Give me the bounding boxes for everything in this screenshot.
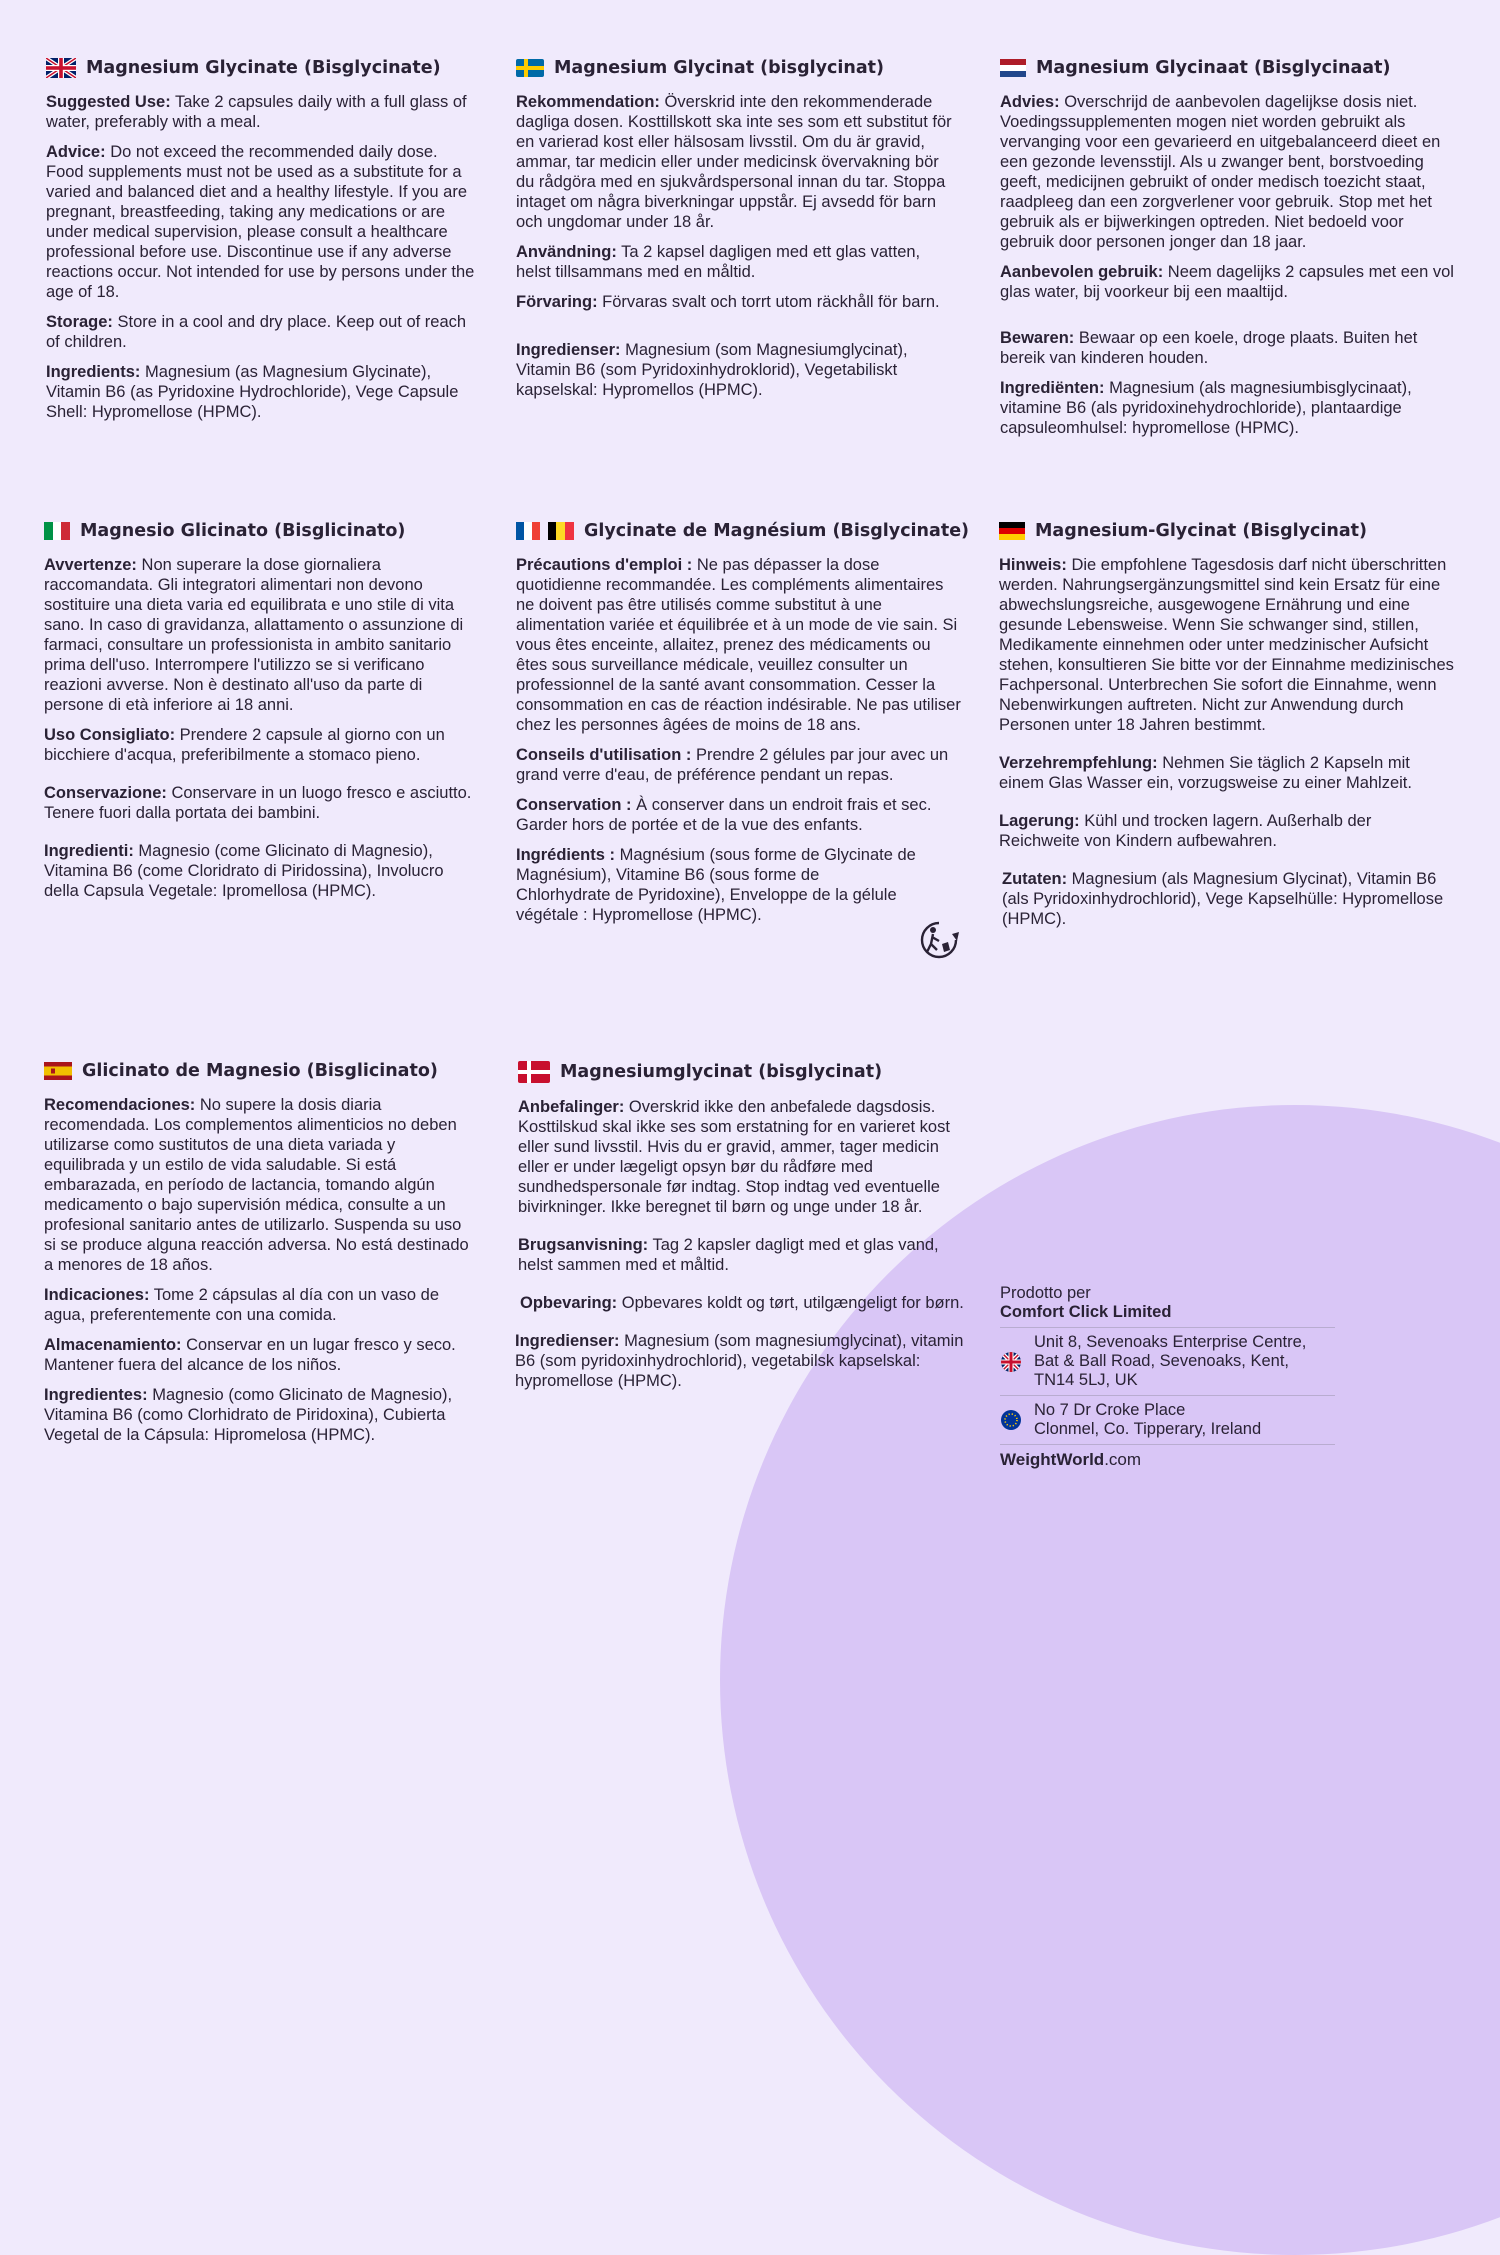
section-heading [999,521,1454,541]
paragraph: Conseils d'utilisation : Prendre 2 gélules par jour avec un grand verre d'eau, de préférence pendant un repas. [516,746,949,784]
paragraph: Ingredienser: Magnesium (som Magnesiumglycinat), Vitamin B6 (som Pyridoxinhydroklorid), Vegetabiliskt kapselskal: Hypromellos (HPMC). [516,341,908,399]
address-line: TN14 5LJ, UK [1034,1371,1138,1389]
paragraph: Lagerung: Kühl und trocken lagern. Außerhalb der Reichweite von Kindern aufbewahren. [999,812,1372,850]
section-french [516,521,970,935]
address-line: No 7 Dr Croke Place [1034,1401,1186,1419]
website-suffix: .com [1104,1450,1142,1469]
section-heading [46,58,476,78]
germany-flag-icon [999,522,1025,540]
uk-flag-icon [46,58,76,78]
section-heading [44,521,474,541]
section-heading [516,521,970,541]
sweden-flag-icon [516,59,544,77]
website [1000,1450,1335,1469]
section-title: Magnesium-Glycinat (Bisglycinat) [1035,521,1368,541]
address-line: Bat & Ball Road, Sevenoaks, Kent, [1034,1352,1289,1370]
paragraph: Ingrédients : Magnésium (sous forme de Glycinate de Magnésium), Vitamine B6 (sous forme de Chlorhydrate de Pyridoxine), Enveloppe de la gélule végétale : Hypromellose (HPMC). [516,846,916,924]
paragraph: Ingrediënten: Magnesium (als magnesiumbisglycinaat), vitamine B6 (als pyridoxinehydrochloride), plantaardige capsuleomhulsel: hypromellose (HPMC). [1000,379,1412,437]
paragraph: Hinweis: Die empfohlene Tagesdosis darf nicht überschritten werden. Nahrungsergänzungsmittel sind kein Ersatz für eine abwechslungsreiche, ausgewogene Ernährung und eine gesunde Lebensweise. Wenn Sie schwanger sind, stillen, Medikamente einnehmen oder unter medzinischer Aufsicht stehen, konsultieren Sie bitte vor der Einnahme medizinisches Fachpersonal. Unterbrechen Sie sofort die Einnahme, wenn Nebenwirkungen auftreten. Nicht zur Anwendung durch Personen unter 18 Jahren bestimmt. [999,556,1454,734]
paragraph: Ingredienser: Magnesium (som magnesiumglycinat), vitamin B6 (som pyridoxinhydrochlorid), vegetabilsk kapselskal: hypromellose (HPMC). [515,1332,964,1390]
paragraph: Användning: Ta 2 kapsel dagligen med ett glas vatten, helst tillsammans med en måltid. [516,243,921,281]
paragraph: Conservazione: Conservare in un luogo fresco e asciutto. Tenere fuori dalla portata dei bambini. [44,784,472,822]
section-english [46,58,476,432]
paragraph: Recomendaciones: No supere la dosis diaria recomendada. Los complementos alimenticios no deben utilizarse como sustitutos de una dieta variada y equilibrada y un estilo de vida saludable. Si está embarazada, en período de lactancia, tomando algún medicamento o bajo supervisión médica, consulte a un profesional sanitario antes de utilizarlo. Suspenda su uso si se produce alguna reacción adversa. No está destinado a menores de 18 años. [44,1096,469,1274]
section-title: Glycinate de Magnésium (Bisglycinate) [584,521,970,541]
paragraph: Bewaren: Bewaar op een koele, droge plaats. Buiten het bereik van kinderen houden. [1000,329,1418,367]
paragraph: Suggested Use: Take 2 capsules daily with a full glass of water, preferably with a meal. [46,93,467,131]
paragraph: Aanbevolen gebruik: Neem dagelijks 2 capsules met een vol glas water, bij voorkeur bij een maaltijd. [1000,263,1454,301]
website-brand: WeightWorld [1000,1450,1105,1469]
section-swedish [516,58,956,410]
paragraph: Zutaten: Magnesium (als Magnesium Glycinat), Vitamin B6 (als Pyridoxinhydrochlorid), Vege Kapselhülle: Hypromellose (HPMC). [1002,870,1444,928]
france-belgium-flag-icon [516,522,574,540]
paragraph: Rekommendation: Överskrid inte den rekommenderade dagliga dosen. Kosttillskott ska inte ses som ett substitut för en varierad kost eller hälsosam livsstil. Om du är gravid, ammar, tar medicin eller under medicinsk övervakning bör du rådgöra med en sjukvårdspersonal innan du tar. Stoppa intaget om några biverkningar uppstår. Ej avsedd för barn och ungdomar under 18 år. [516,93,952,231]
eu-address [1000,1401,1335,1439]
section-danish [515,1061,968,1401]
section-heading [44,1061,474,1081]
divider [1000,1327,1335,1328]
paragraph: Ingredienti: Magnesio (come Glicinato di Magnesio), Vitamina B6 (come Cloridrato di Piridossina), Involucro della Capsula Vegetale: Ipromellosa (HPMC). [44,842,444,900]
section-heading [518,1061,968,1083]
section-title: Magnesium Glycinaat (Bisglycinaat) [1036,58,1391,78]
paragraph: Opbevaring: Opbevares koldt og tørt, utilgængeligt for børn. [520,1294,964,1312]
address-line: Unit 8, Sevenoaks Enterprise Centre, [1034,1333,1307,1351]
eu-flag-icon [1000,1409,1022,1431]
paragraph: Indicaciones: Tome 2 cápsulas al día con un vaso de agua, preferentemente con una comida. [44,1286,440,1324]
spain-flag-icon [44,1062,72,1080]
uk-address [1000,1333,1335,1390]
paragraph: Uso Consigliato: Prendere 2 capsule al giorno con un bicchiere d'acqua, preferibilmente a stomaco pieno. [44,726,445,764]
section-title: Magnesium Glycinat (bisglycinat) [554,58,885,78]
denmark-flag-icon [518,1061,550,1083]
section-heading [516,58,956,78]
divider [1000,1395,1335,1396]
paragraph: Brugsanvisning: Tag 2 kapsler dagligt med et glas vand, helst sammen med et måltid. [518,1236,939,1274]
paragraph: Storage: Store in a cool and dry place. Keep out of reach of children. [46,313,467,351]
made-by-label: Prodotto per [1000,1284,1091,1302]
company-name: Comfort Click Limited [1000,1303,1172,1321]
section-title: Glicinato de Magnesio (Bisglicinato) [82,1061,438,1081]
section-title: Magnesio Glicinato (Bisglicinato) [80,521,406,541]
paragraph: Avvertenze: Non superare la dose giornaliera raccomandata. Gli integratori alimentari non devono sostituire una dieta varia ed equilibrata e uno stile di vita sano. In caso di gravidanza, allattamento o assunzione di farmaci, consultare un professionista in ambito sanitario prima dell'uso. Interrompere l'utilizzo se si verificano reazioni avverse. Non è destinato all'uso da parte di persone di età inferiore ai 18 anni. [44,556,464,714]
netherlands-flag-icon [1000,59,1026,77]
section-heading [1000,58,1455,78]
section-title: Magnesium Glycinate (Bisglycinate) [86,58,441,78]
section-spanish [44,1061,474,1455]
paragraph: Advice: Do not exceed the recommended daily dose. Food supplements must not be used as a substitute for a varied and balanced diet and a healthy lifestyle. If you are pregnant, breastfeeding, taking any medications or are under medical supervision, please consult a healthcare professional before use. Discontinue use if any adverse reactions occur. Not intended for use by persons under the age of 18. [46,143,475,301]
paragraph: Ingredients: Magnesium (as Magnesium Glycinate), Vitamin B6 (as Pyridoxine Hydrochloride), Vege Capsule Shell: Hypromellose (HPMC). [46,363,459,421]
triman-recycling-icon [918,920,960,960]
manufacturer-info [1000,1284,1335,1469]
paragraph: Förvaring: Förvaras svalt och torrt utom räckhåll för barn. [516,293,940,311]
section-dutch [1000,58,1455,448]
italy-flag-icon [44,522,70,540]
uk-round-flag-icon [1000,1351,1022,1373]
paragraph: Précautions d'emploi : Ne pas dépasser la dose quotidienne recommandée. Les compléments alimentaires ne doivent pas être utilisés comme substitut à une alimentation variée et équilibrée et à un mode de vie sain. Si vous êtes enceinte, allaitez, prenez des médicaments ou êtes sous surveillance médicale, veuillez consulter un professionnel de la santé avant consommation. Cesser la consommation en cas de réaction indésirable. Ne pas utiliser chez les personnes âgées de moins de 18 ans. [516,556,961,734]
paragraph: Advies: Overschrijd de aanbevolen dagelijkse dosis niet. Voedingssupplementen mogen niet worden gebruikt als vervanging voor een gevarieerd en uitgebalanceerd dieet en een gezonde levensstijl. Als u zwanger bent, borstvoeding geeft, medicijnen gebruikt of onder medisch toezicht staat, raadpleeg dan een zorgverlener voor gebruik. Stop met het gebruik als er bijwerkingen optreden. Niet bedoeld voor gebruik door personen jonger dan 18 jaar. [1000,93,1441,251]
paragraph: Conservation : À conserver dans un endroit frais et sec. Garder hors de portée et de la vue des enfants. [516,796,932,834]
section-italian [44,521,474,911]
section-german [999,521,1454,939]
paragraph: Verzehrempfehlung: Nehmen Sie täglich 2 Kapseln mit einem Glas Wasser ein, vorzugsweise zu einer Mahlzeit. [999,754,1412,792]
address-line: Clonmel, Co. Tipperary, Ireland [1034,1420,1262,1438]
paragraph: Almacenamiento: Conservar en un lugar fresco y seco. Mantener fuera del alcance de los niños. [44,1336,456,1374]
section-title: Magnesiumglycinat (bisglycinat) [560,1062,883,1082]
divider [1000,1444,1335,1445]
paragraph: Ingredientes: Magnesio (como Glicinato de Magnesio), Vitamina B6 (como Clorhidrato de Piridoxina), Cubierta Vegetal de la Cápsula: Hipromelosa (HPMC). [44,1386,453,1444]
paragraph: Anbefalinger: Overskrid ikke den anbefalede dagsdosis. Kosttilskud skal ikke ses som erstatning for en varieret kost eller sund livsstil. Hvis du er gravid, ammer, tager medicin eller er under lægeligt opsyn bør du rådføre med sundhedspersonale før indtag. Stop indtag ved eventuelle bivirkninger. Ikke beregnet til børn og unge under 18 år. [518,1098,950,1216]
